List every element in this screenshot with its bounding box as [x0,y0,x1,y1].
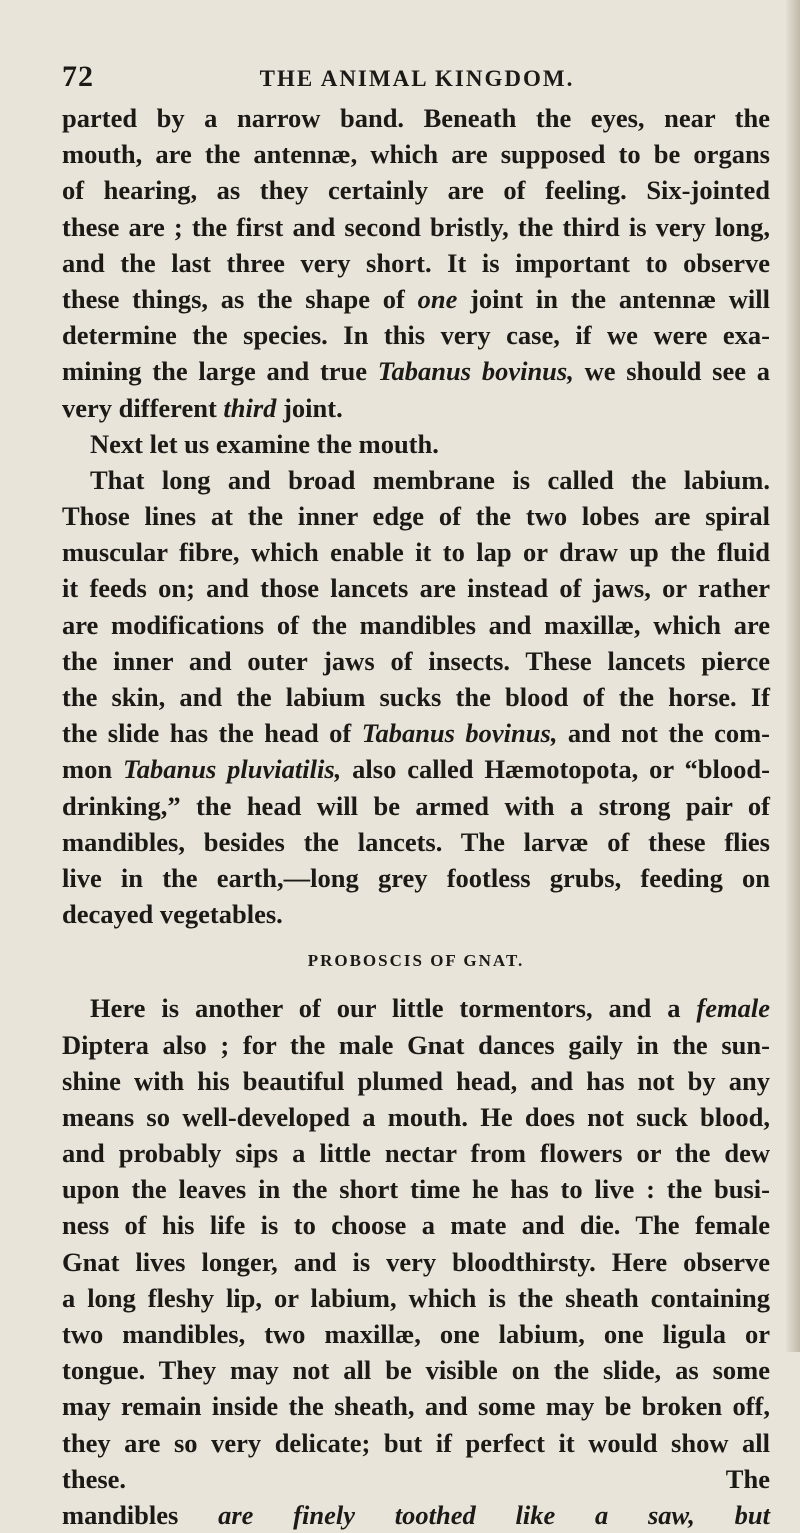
text-line: these things, as the shape of one joint in the antennæ will [62,283,770,314]
text-line: Diptera also ; for the male Gnat dances gaily in the sun- [62,1029,770,1060]
text-line: mouth, are the antennæ, which are supposed to be organs [62,139,770,170]
italic-term: Tabanus bovinus, [361,718,558,749]
text-line: two mandibles, two maxillæ, one labium, one ligula or [62,1319,770,1349]
text-line: mandibles, besides the lancets. The larvæ of these flies [62,826,770,857]
text-line: the skin, and the labium sucks the blood of the horse. If [62,682,770,712]
italic-term: Tabanus pluviatilis, [122,754,342,785]
page-edge [786,0,800,1352]
text-line: mandibles are finely toothed like a saw, but [62,1499,770,1530]
text-line: the inner and outer jaws of insects. These lancets pierce [62,645,770,676]
text-line: they are so very delicate; but if perfect it would show all [62,1427,770,1458]
page-number: 72 [62,60,94,93]
text-line: of hearing, as they certainly are of feeling. Six-jointed [62,175,770,206]
text-line: Those lines at the inner edge of the two lobes are spiral [62,501,770,532]
text-line: That long and broad membrane is called the labium. [90,464,770,495]
text-line: muscular fibre, which enable it to lap or draw up the fluid [62,537,770,568]
text-line: mon Tabanus pluviatilis, also called Hæmotopota, or “blood- [62,754,770,785]
text-line: determine the species. In this very case, if we were exa- [62,320,770,351]
text-line: decayed vegetables. [62,899,283,930]
text-line: parted by a narrow band. Beneath the eyes, near the [62,103,770,133]
text-line: these are ; the first and second bristly, the third is very long, [62,211,770,242]
text-line: ness of his life is to choose a mate and die. The female [62,1210,770,1241]
text-line: Gnat lives longer, and is very bloodthirsty. Here observe [62,1246,770,1277]
italic-term: are finely toothed like a saw, but [178,1499,770,1530]
text-line: are modifications of the mandibles and maxillæ, which are [62,609,770,640]
italic-term: third [223,392,277,423]
italic-term: female [696,993,770,1024]
italic-term: Tabanus bovinus, [377,356,574,387]
text-line: means so well-developed a mouth. He does not suck blood, [62,1101,770,1132]
text-line: may remain inside the sheath, and some may be broken off, [62,1391,770,1422]
text-line: live in the earth,—long grey footless grubs, feeding on [62,862,770,893]
text-line: tongue. They may not all be visible on the slide, as some [62,1355,770,1386]
text-line: the slide has the head of Tabanus bovinus, and not the com- [62,718,770,749]
text-line: very different third joint. [62,392,343,423]
text-line: Here is another of our little tormentors, and a female [90,993,770,1024]
italic-term: one [417,283,458,314]
text-line: Next let us examine the mouth. [90,428,439,459]
section-heading: PROBOSCIS OF GNAT. [307,951,525,971]
text-line: and the last three very short. It is important to observe [62,247,770,278]
running-head: THE ANIMAL KINGDOM. [259,66,575,91]
text-line: and probably sips a little nectar from flowers or the dew [62,1138,770,1169]
text-line: drinking,” the head will be armed with a strong pair of [62,790,770,821]
text-line: a long fleshy lip, or labium, which is the sheath containing [62,1282,770,1313]
text-line: these. The [62,1463,770,1494]
body-text [62,100,770,1533]
text-line: mining the large and true Tabanus bovinus, we should see a [62,356,770,387]
text-line: shine with his beautiful plumed head, and has not by any [62,1065,770,1096]
text-line: upon the leaves in the short time he has to live : the busi- [62,1174,770,1205]
page-header [62,58,772,98]
text-line: it feeds on; and those lancets are instead of jaws, or rather [62,573,770,604]
